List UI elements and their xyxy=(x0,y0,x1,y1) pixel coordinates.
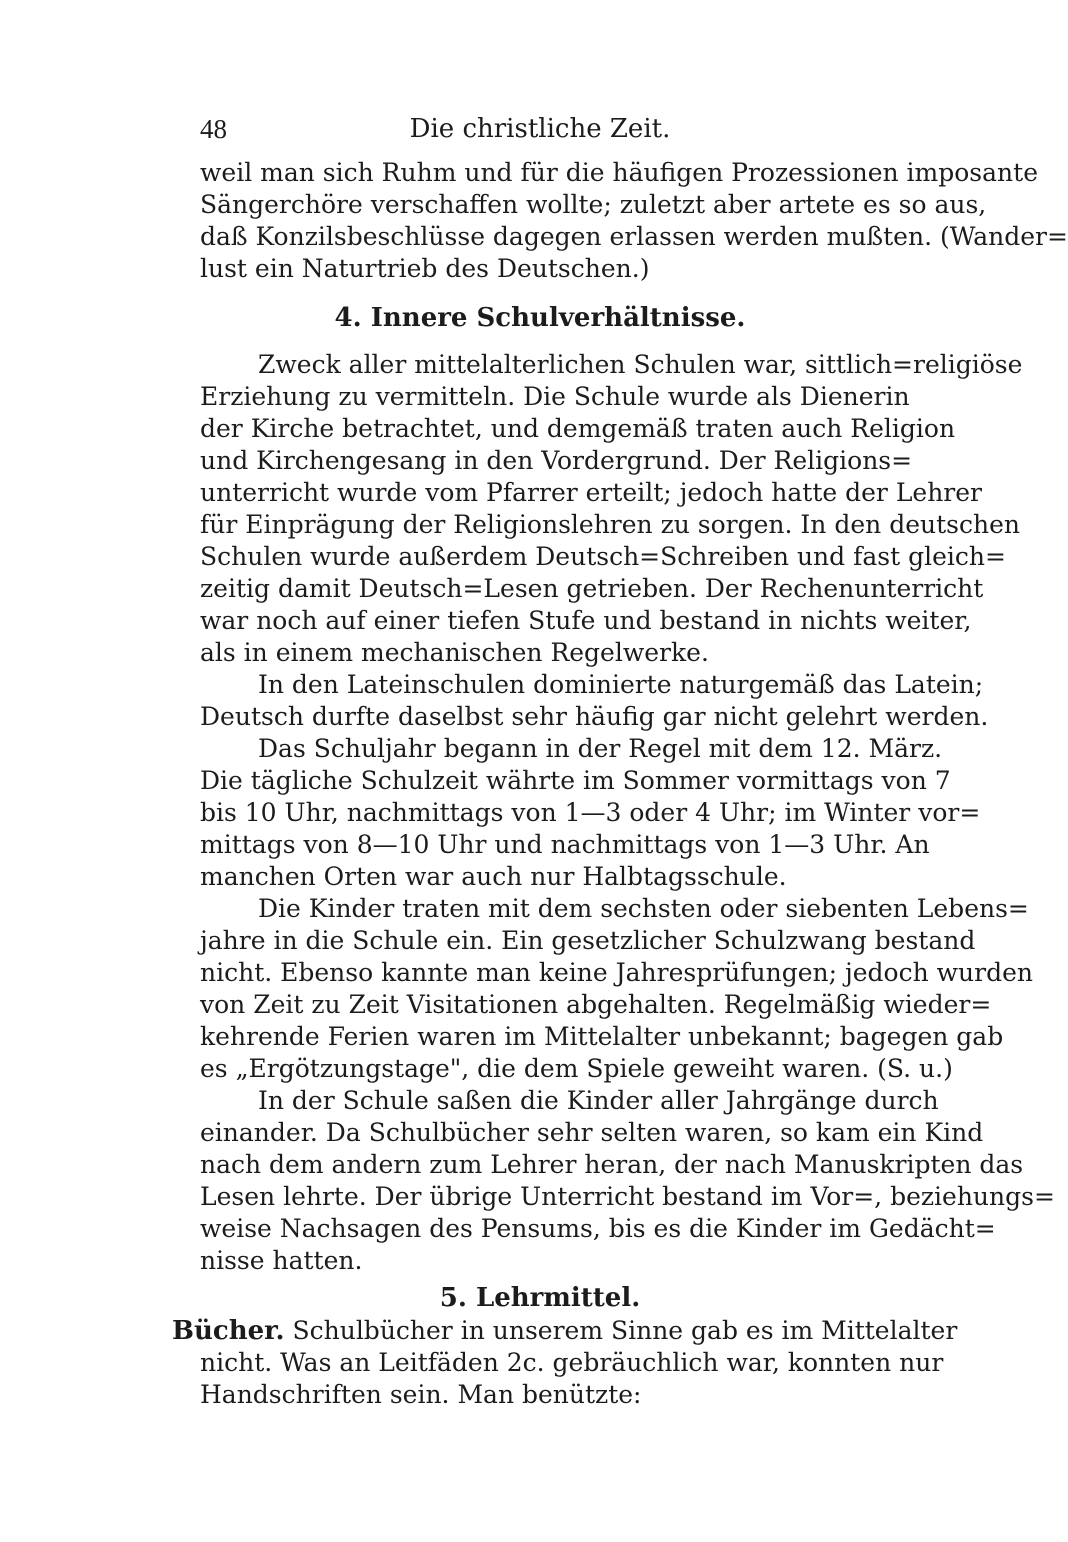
text-line: einander. Da Schulbücher sehr selten waren, so kam ein Kind xyxy=(200,1118,984,1147)
text-line: unterricht wurde vom Pfarrer erteilt; jedoch hatte der Lehrer xyxy=(200,478,983,507)
text-line: mittags von 8—10 Uhr und nachmittags von 1—3 Uhr. An xyxy=(200,830,930,859)
text-line: als in einem mechanischen Regelwerke. xyxy=(200,638,709,667)
text-line: lust ein Naturtrieb des Deutschen.) xyxy=(200,254,650,283)
text-line: manchen Orten war auch nur Halbtagsschule. xyxy=(200,862,787,891)
paragraph-lead: Bücher. xyxy=(172,1316,285,1346)
section-heading-5: 5. Lehrmittel. xyxy=(439,1283,641,1313)
text-line: zeitig damit Deutsch=Lesen getrieben. Der Rechenunterricht xyxy=(200,574,984,603)
running-title: Die christliche Zeit. xyxy=(409,114,671,144)
text-line: weil man sich Ruhm und für die häufigen Prozessionen imposante xyxy=(200,158,1038,187)
text-line: und Kirchengesang in den Vordergrund. Der Religions= xyxy=(200,446,913,475)
text-line: Erziehung zu vermitteln. Die Schule wurde als Dienerin xyxy=(200,382,910,411)
page-header xyxy=(200,112,880,152)
page-number: 48 xyxy=(200,114,227,144)
text-line: Lesen lehrte. Der übrige Unterricht bestand im Vor=, beziehungs= xyxy=(200,1182,1055,1211)
text-line: Sängerchöre verschaffen wollte; zuletzt aber artete es so aus, xyxy=(200,190,987,219)
text-line: war noch auf einer tiefen Stufe und bestand in nichts weiter, xyxy=(200,606,972,635)
text-line: Die tägliche Schulzeit währte im Sommer vormittags von 7 xyxy=(200,766,951,795)
section-heading-4: 4. Innere Schulverhältnisse. xyxy=(334,303,746,333)
text-line: Schulen wurde außerdem Deutsch=Schreiben und fast gleich= xyxy=(200,542,1006,571)
text-line xyxy=(172,1315,958,1347)
text-line: In den Lateinschulen dominierte naturgemäß das Latein; xyxy=(258,670,984,699)
text-line: nisse hatten. xyxy=(200,1246,363,1275)
text-line: Deutsch durfte daselbst sehr häufig gar nicht gelehrt werden. xyxy=(200,702,989,731)
text-line: daß Konzilsbeschlüsse dagegen erlassen werden mußten. (Wander= xyxy=(200,222,1068,251)
text-line: der Kirche betrachtet, und demgemäß traten auch Religion xyxy=(200,414,956,443)
text-line: Zweck aller mittelalterlichen Schulen war, sittlich=religiöse xyxy=(258,350,1023,379)
text-line: es „Ergötzungstage", die dem Spiele geweiht waren. (S. u.) xyxy=(200,1054,953,1083)
text-line-rest: Schulbücher in unserem Sinne gab es im Mittelalter xyxy=(292,1316,958,1345)
text-line: nach dem andern zum Lehrer heran, der nach Manuskripten das xyxy=(200,1150,1024,1179)
text-line: Die Kinder traten mit dem sechsten oder siebenten Lebens= xyxy=(258,894,1029,923)
text-line: In der Schule saßen die Kinder aller Jahrgänge durch xyxy=(258,1086,939,1115)
text-line: für Einprägung der Religionslehren zu sorgen. In den deutschen xyxy=(200,510,1020,539)
text-line: bis 10 Uhr, nachmittags von 1—3 oder 4 Uhr; im Winter vor= xyxy=(200,798,981,827)
text-line: nicht. Ebenso kannte man keine Jahresprüfungen; jedoch wurden xyxy=(200,958,1033,987)
text-line: Handschriften sein. Man benützte: xyxy=(200,1380,642,1409)
text-line: Das Schuljahr begann in der Regel mit dem 12. März. xyxy=(258,734,943,763)
text-line: nicht. Was an Leitfäden 2c. gebräuchlich war, konnten nur xyxy=(200,1348,944,1377)
text-line: kehrende Ferien waren im Mittelalter unbekannt; bagegen gab xyxy=(200,1022,1004,1051)
text-line: weise Nachsagen des Pensums, bis es die Kinder im Gedächt= xyxy=(200,1214,996,1243)
body-text xyxy=(172,157,1068,1411)
text-line: von Zeit zu Zeit Visitationen abgehalten. Regelmäßig wieder= xyxy=(200,990,992,1019)
text-line: jahre in die Schule ein. Ein gesetzlicher Schulzwang bestand xyxy=(200,926,976,955)
